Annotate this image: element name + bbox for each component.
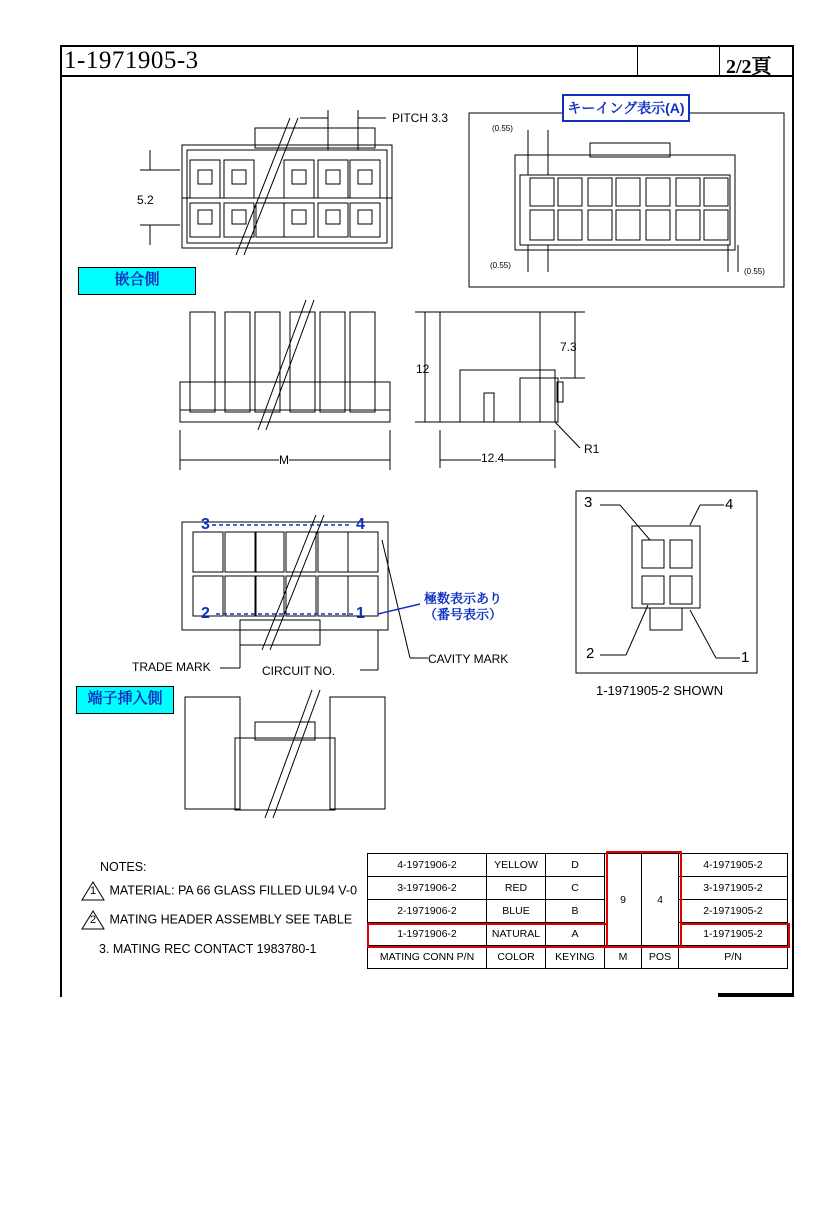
keying-view-frame — [469, 113, 784, 287]
cavity-mark-label: CAVITY MARK — [428, 652, 509, 666]
table-cell: 3-1971906-2 — [368, 877, 487, 900]
note-item-2: 2 MATING HEADER ASSEMBLY SEE TABLE — [80, 909, 352, 931]
circuit-number-2: 2 — [201, 605, 210, 622]
table-row — [368, 877, 788, 900]
polarity-note-line1: 極数表示あり — [424, 591, 503, 606]
table-cell: B — [546, 900, 605, 923]
keying-view — [515, 130, 738, 272]
table-cell: 4-1971905-2 — [679, 854, 788, 877]
dimension-5-2: 5.2 — [137, 193, 154, 207]
notes-title: NOTES: — [100, 860, 147, 874]
table-header: KEYING — [546, 946, 605, 969]
side-view — [415, 312, 585, 468]
mating-side-label: 嵌合側 — [78, 267, 196, 295]
shown-number-2: 2 — [586, 645, 595, 662]
table-cell: 4-1971906-2 — [368, 854, 487, 877]
table-cell: NATURAL — [487, 923, 546, 946]
front-view — [180, 300, 390, 470]
radius-r1: R1 — [584, 442, 600, 456]
table-header: COLOR — [487, 946, 546, 969]
shown-number-4: 4 — [725, 496, 734, 513]
terminal-insert-side-label: 端子挿入側 — [76, 686, 174, 714]
page-number: 2/2頁 — [726, 56, 772, 78]
table-cell: 2-1971905-2 — [679, 900, 788, 923]
table-cell: 3-1971905-2 — [679, 877, 788, 900]
highlight-pn-row — [680, 923, 790, 948]
table-cell-m: 9 — [605, 854, 642, 946]
table-header-row — [368, 946, 788, 969]
table-cell: 1-1971905-2 — [679, 923, 788, 946]
part-number-table — [367, 853, 788, 969]
sheet-bottom-mark — [718, 993, 794, 997]
note-item-1: 1 MATERIAL: PA 66 GLASS FILLED UL94 V-0 — [80, 880, 357, 902]
circuit-number-1: 1 — [356, 605, 365, 622]
dimension-12-4: 12.4 — [481, 451, 505, 465]
circuit-number-4: 4 — [356, 516, 365, 533]
circuit-marking-view — [182, 515, 428, 670]
trade-mark-label: TRADE MARK — [132, 660, 211, 674]
circuit-no-label: CIRCUIT NO. — [262, 664, 336, 678]
table-cell-pos: 4 — [642, 854, 679, 946]
table-header: MATING CONN P/N — [368, 946, 487, 969]
circuit-number-3: 3 — [201, 516, 210, 533]
document-number: 1-1971905-3 — [64, 47, 199, 74]
table-cell: C — [546, 877, 605, 900]
keying-view-title: キーイング表示(A) — [562, 94, 690, 122]
table-cell: 2-1971906-2 — [368, 900, 487, 923]
table-cell: D — [546, 854, 605, 877]
table-cell: BLUE — [487, 900, 546, 923]
shown-view — [600, 505, 740, 658]
table-cell: RED — [487, 877, 546, 900]
highlight-m-pos — [606, 851, 682, 948]
pitch-dimension: PITCH 3.3 — [392, 111, 449, 125]
terminal-insert-view — [185, 690, 385, 818]
shown-number-3: 3 — [584, 494, 593, 511]
clearance-dim-bottom-left: (0.55) — [490, 261, 511, 270]
table-cell: A — [546, 923, 605, 946]
shown-view-frame — [576, 491, 757, 673]
clearance-dim-top: (0.55) — [492, 124, 513, 133]
table-header: P/N — [679, 946, 788, 969]
shown-part-label: 1-1971905-2 SHOWN — [596, 683, 724, 698]
table-header: POS — [642, 946, 679, 969]
polarity-note-line2: （番号表示） — [424, 607, 503, 622]
note-item-3: 3. MATING REC CONTACT 1983780-1 — [99, 942, 317, 956]
dimension-7-3: 7.3 — [560, 340, 577, 354]
table-row — [368, 900, 788, 923]
table-row — [368, 854, 788, 877]
table-cell: 1-1971906-2 — [368, 923, 487, 946]
clearance-dim-bottom-right: (0.55) — [744, 267, 765, 276]
table-cell: YELLOW — [487, 854, 546, 877]
mating-side-view — [140, 110, 392, 255]
table-header: M — [605, 946, 642, 969]
dimension-m: M — [279, 453, 289, 467]
shown-number-1: 1 — [741, 649, 750, 666]
highlight-mating-row — [367, 923, 608, 948]
dimension-12: 12 — [416, 362, 430, 376]
